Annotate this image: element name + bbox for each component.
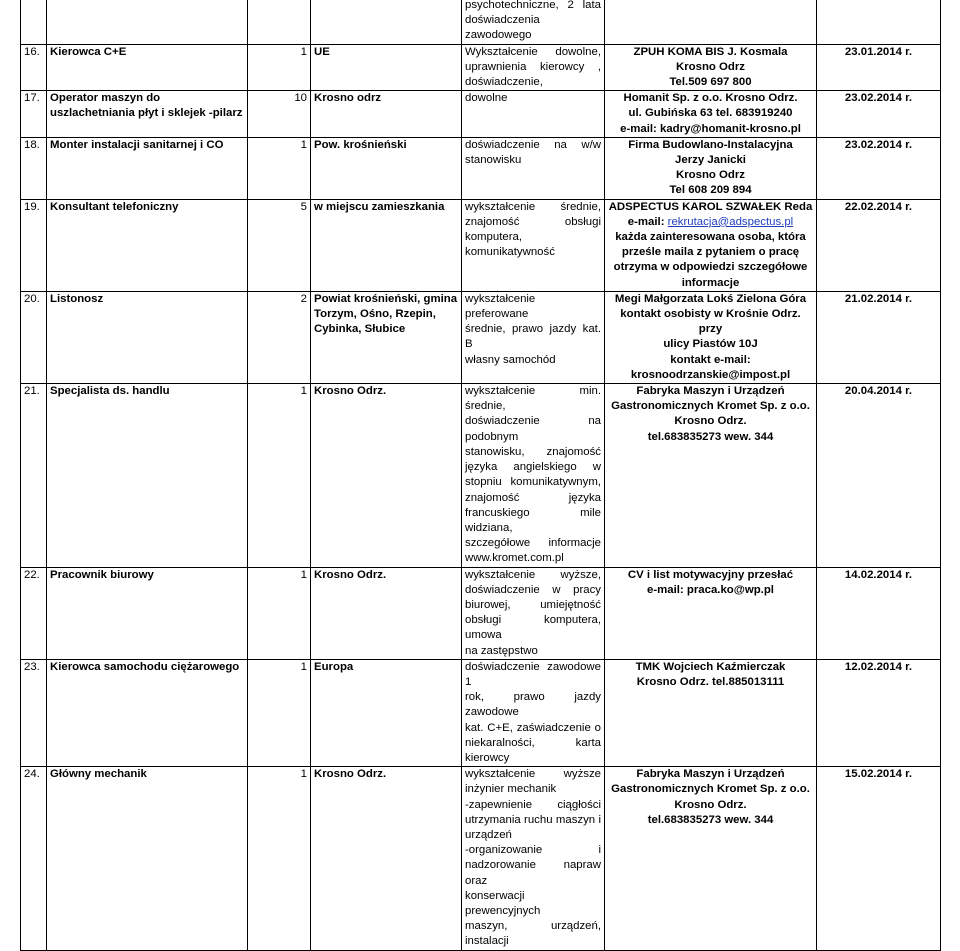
row-number: 16. [21,44,47,91]
table-row [21,567,941,659]
requirements-line: wykształcenie wyższe [465,768,601,781]
job-title: Główny mechanik [47,767,248,950]
requirements-line: doświadczenie, [465,76,543,89]
contact-line: tel.683835273 wew. 344 [647,813,774,826]
posting-date: 15.02.2014 r. [844,768,913,781]
contact-cell [605,91,817,138]
table-row [21,0,941,44]
contact-line: Firma Budowlano-Instalacyjna [628,138,793,151]
requirements-line: znajomość języka [465,491,601,504]
date-cell [817,44,941,91]
table-row [21,91,941,138]
table-row [21,767,941,950]
date-cell [817,384,941,567]
contact-line: informacje [681,276,740,289]
contact-cell [605,44,817,91]
row-number: 24. [21,767,47,950]
job-title: Kierowca C+E [47,44,248,91]
requirements-line: na zastępstwo [465,644,538,657]
requirements-cell [462,44,605,91]
requirements-line: inżynier mechanik [465,783,557,796]
contact-cell [605,659,817,766]
vacancy-count: 1 [248,659,311,766]
requirements-cell [462,0,605,44]
contact-line: kontakt e-mail: [670,353,751,366]
job-offers-table [20,0,941,951]
contact-line: Tel 608 209 894 [669,184,752,197]
row-number: 21. [21,384,47,567]
date-cell [817,767,941,950]
contact-line: Krosno Odrz. [674,415,747,428]
requirements-line: doświadczenia zawodowego [465,14,540,42]
requirements-line: wykształcenie średnie, [465,200,601,213]
requirements-line: rok, prawo jazdy zawodowe [465,691,601,719]
job-title: Operator maszyn do uszlachetniania płyt i sklejek -pilarz [47,91,248,138]
posting-date: 12.02.2014 r. [844,660,913,673]
contact-cell [605,567,817,659]
contact-line: Homanit Sp. z o.o. Krosno Odrz. [623,92,798,105]
requirements-line: dowolne [465,92,508,105]
vacancy-count: 5 [248,199,311,291]
posting-date: 23.01.2014 r. [844,45,913,58]
work-place: Krosno Odrz. [311,384,462,567]
contact-line [608,215,813,230]
contact-line: ul. Gubińska 63 tel. 683919240 [628,107,793,120]
contact-line: Krosno Odrz [676,169,745,182]
requirements-line: stanowisku [465,154,522,167]
requirements-line: obsługi komputera, umowa [465,614,601,642]
contact-line: kontakt osobisty w Krośnie Odrz. przy [620,308,801,336]
contact-line: ADSPECTUS KAROL SZWAŁEK Reda [608,200,813,213]
requirements-line: znajomość obsługi [465,215,601,228]
requirements-line: francuskiego mile widziana, [465,506,601,534]
job-title: Listonosz [47,291,248,383]
requirements-line: psychotechniczne, 2 lata [465,0,601,11]
contact-line: ulicy Piastów 10J [663,338,758,351]
contact-line: Tel.509 697 800 [669,76,752,89]
table-row [21,137,941,199]
contact-line: Gastronomicznych Kromet Sp. z o.o. [611,783,810,796]
vacancy-count: 2 [248,291,311,383]
contact-line: otrzyma w odpowiedzi szczegółowe [613,261,808,274]
contact-line: każda zainteresowana osoba, która [615,231,806,244]
contact-line: Megi Małgorzata Lokś Zielona Góra [614,292,807,305]
requirements-line: doświadczenie na w/w [465,138,601,151]
job-title: Specjalista ds. handlu [47,384,248,567]
contact-line: Krosno Odrz. tel.885013111 [636,675,785,688]
vacancy-count: 1 [248,137,311,199]
contact-cell [605,291,817,383]
requirements-line: szczegółowe informacje [465,537,601,550]
vacancy-count: 10 [248,91,311,138]
contact-line: Gastronomicznych Kromet Sp. z o.o. [611,400,810,413]
requirements-line: niekaralności, karta kierowcy [465,736,601,764]
posting-date: 14.02.2014 r. [844,568,913,581]
requirements-line: wykształcenie min. średnie, [465,385,601,413]
requirements-line: doświadczenie zawodowe 1 [465,660,601,688]
table-row [21,199,941,291]
date-cell [817,567,941,659]
contact-email: e-mail: praca.ko@wp.pl [647,583,774,596]
contact-line: Jerzy Janicki [675,154,746,167]
requirements-line: uprawnienia kierowcy , [465,60,601,73]
work-place: Krosno Odrz. [311,567,462,659]
contact-cell [605,137,817,199]
requirements-line: komputera, [465,231,522,244]
job-title: Monter instalacji sanitarnej i CO [47,137,248,199]
work-place: w miejscu zamieszkania [311,199,462,291]
requirements-line: biurowej, umiejętność [465,598,601,611]
requirements-line: wykształcenie wyższe, [465,568,601,581]
contact-email: krosnoodrzanskie@impost.pl [630,368,791,381]
row-number: 23. [21,659,47,766]
contact-cell [605,767,817,950]
row-number: 19. [21,199,47,291]
vacancy-count: 1 [248,767,311,950]
table-row [21,384,941,567]
posting-date: 21.02.2014 r. [844,292,913,305]
requirements-line: www.kromet.com.pl [465,552,564,565]
requirements-cell [462,91,605,138]
work-place: Krosno odrz [311,91,462,138]
row-number: 17. [21,91,47,138]
job-title: Konsultant telefoniczny [47,199,248,291]
requirements-line: języka angielskiego w [465,461,601,474]
work-place: Krosno Odrz. [311,767,462,950]
requirements-line: stopniu komunikatywnym, [465,476,601,489]
row-number: 22. [21,567,47,659]
contact-line: CV i list motywacyjny przesłać [627,568,794,581]
date-cell [817,199,941,291]
date-cell [817,91,941,138]
requirements-line: maszyn, urządzeń, instalacji [465,920,601,948]
requirements-line: doświadczenie na podobnym [465,415,601,443]
posting-date: 22.02.2014 r. [844,200,913,213]
vacancy-count: 1 [248,44,311,91]
requirements-cell [462,291,605,383]
table-row [21,659,941,766]
contact-cell [605,199,817,291]
requirements-line: -zapewnienie ciągłości [465,798,601,811]
date-cell [817,291,941,383]
email-link[interactable]: rekrutacja@adspectus.pl [667,215,794,228]
requirements-line: utrzymania ruchu maszyn i [465,813,601,826]
contact-line: Fabryka Maszyn i Urządzeń [636,385,785,398]
job-title: Pracownik biurowy [47,567,248,659]
requirements-line: średnie, prawo jazdy kat. B [465,323,601,351]
table-row [21,44,941,91]
requirements-line: własny samochód [465,353,556,366]
job-title: Kierowca samochodu ciężarowego [47,659,248,766]
requirements-line: kat. C+E, zaświadczenie o [465,721,601,734]
work-place: Pow. krośnieński [311,137,462,199]
posting-date: 23.02.2014 r. [844,92,913,105]
work-place: Powiat krośnieński, gmina Torzym, Ośno, Rzepin, Cybinka, Słubice [311,291,462,383]
date-cell [817,137,941,199]
date-cell [817,659,941,766]
requirements-line: komunikatywność [465,246,555,259]
requirements-cell [462,567,605,659]
contact-line: Krosno Odrz. [674,798,747,811]
requirements-line: urządzeń [465,828,512,841]
contact-line: Fabryka Maszyn i Urządzeń [636,768,785,781]
requirements-cell [462,137,605,199]
requirements-cell [462,659,605,766]
contact-line: prześle maila z pytaniem o pracę [621,246,800,259]
vacancy-count: 1 [248,567,311,659]
work-place: Europa [311,659,462,766]
requirements-line: Wykształcenie dowolne, [465,45,601,58]
requirements-line: -organizowanie i [465,844,601,857]
requirements-line: doświadczenie w pracy [465,583,601,596]
table-row [21,291,941,383]
posting-date: 20.04.2014 r. [844,385,913,398]
requirements-cell [462,384,605,567]
requirements-cell [462,199,605,291]
requirements-cell [462,767,605,950]
requirements-line: stanowisku, znajomość [465,445,601,458]
work-place: UE [311,44,462,91]
email-label: e-mail: [627,215,668,228]
contact-line: ZPUH KOMA BIS J. Kosmala [633,45,788,58]
contact-line: tel.683835273 wew. 344 [647,430,774,443]
requirements-line: wykształcenie preferowane [465,292,536,321]
row-number: 20. [21,291,47,383]
row-number: 18. [21,137,47,199]
posting-date: 23.02.2014 r. [844,138,913,151]
contact-cell [605,384,817,567]
contact-email: e-mail: kadry@homanit-krosno.pl [620,122,801,135]
contact-line: TMK Wojciech Kaźmierczak [635,660,786,673]
requirements-line: konserwacji prewencyjnych [465,889,541,917]
contact-line: Krosno Odrz [676,60,745,73]
requirements-line: nadzorowanie napraw oraz [465,859,601,887]
vacancy-count: 1 [248,384,311,567]
